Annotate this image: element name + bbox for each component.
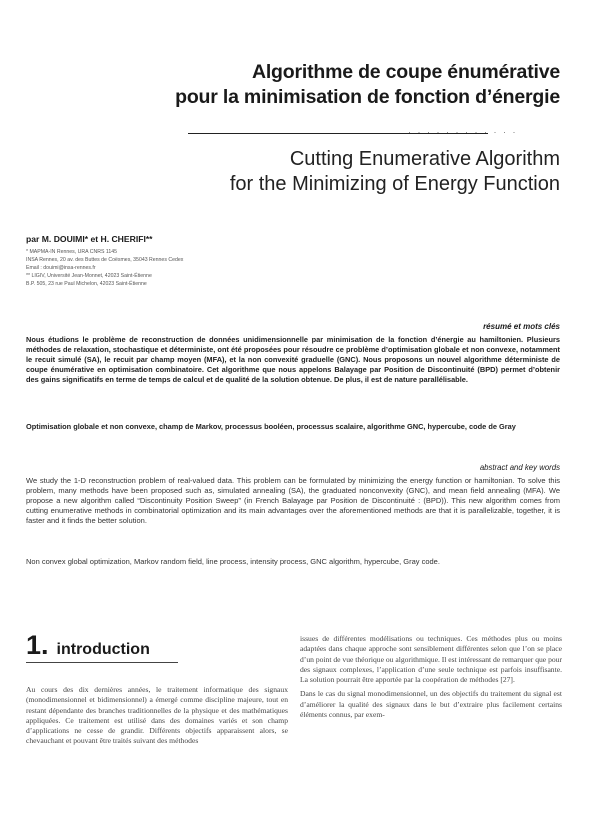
- resume-label: résumé et mots clés: [483, 322, 560, 331]
- title-french-line2: pour la minimisation de fonction d’énergie: [175, 86, 560, 108]
- abstract-text: We study the 1-D reconstruction problem of real-valued data. This problem can be formulated by minimizing the energy function or hamiltonian. To solve this problem, many methods have been proposed such as, simulated annealing (SA), the graduated nonconvexity (GNC), and mean field annealing (MFA). We propose a new algorithm called “Discontinuity Position Sweep” (in French Balayage par Position de Discontinuité : (BPD)). This new algorithm comes from cutting enumerative methods in combinatorial optimization and its main advantages over the aforementioned methods are that it is parallelizable, together, it is faster and it finds the better solution.: [26, 476, 560, 525]
- title-english-line1: Cutting Enumerative Algorithm: [289, 148, 560, 170]
- resume-text: Nous étudions le problème de reconstruction de données unidimensionnelle par minimisation de la fonction d’énergie au hamiltonien. Plusieurs méthodes de relaxation, stochastique et déterministe, ont été proposées pour résoudre ce problème d’optimisation globale et non convexe, notamment le recuit simulé (SA), le recuit par champ moyen (MFA), et la non convexité graduelle (GNC). Nous proposons un nouvel algorithme déterministe de coupe énumérative en optimisation combinatoire. Cet algorithme que nous appelons Balayage par Position de Discontinuité (BPD) permet d’obtenir des gains significatifs en terme de temps de calcul et de qualité de la solution obtenue. De plus, il est de nature parallélisable.: [26, 335, 560, 384]
- key-words: Non convex global optimization, Markov random field, line process, intensity process, GNC algorithm, hypercube, Gray code.: [26, 557, 440, 566]
- title-french: [40, 60, 560, 110]
- title-divider-dots: · · · · · · · · · · · ·: [408, 127, 518, 137]
- body-column-left: [26, 685, 288, 751]
- abstract-label: abstract and key words: [479, 463, 560, 472]
- affiliation-line: * MAPMA-IN Rennes, URA CNRS 1145: [26, 249, 118, 255]
- body-paragraph: Dans le cas du signal monodimensionnel, un des objectifs du traitement du signal est d’améliorer la qualité des signaux dans le but d’extraire plus facilement certains éléments connus, par exem-: [300, 689, 562, 720]
- body-paragraph: issues de différentes modélisations ou techniques. Ces méthodes plus ou moins adaptées dans chaque approche sont sensiblement différentes selon que l’on se place d’un point de vue théorique ou algorithmique. Il est intéressant de remarquer que pour des signaux complexes, l’application d’une seule technique est parfois insuffisante. La solution pourrait être apportée par la coopération de méthodes [27].: [300, 634, 562, 685]
- introduction-heading: [26, 630, 150, 664]
- section-title: introduction: [56, 641, 150, 658]
- affiliations: [26, 248, 183, 288]
- affiliation-line: B.P. 505, 23 rue Paul Michelon, 42023 Saint-Étienne: [26, 281, 147, 287]
- affiliation-line: ** LIGIV, Université Jean-Monnet, 42023 Saint-Étienne: [26, 273, 152, 279]
- section-underline: [26, 662, 178, 663]
- affiliation-line: INSA Rennes, 20 av. des Buttes de Coësmes, 35043 Rennes Cedex: [26, 257, 184, 263]
- title-english-line2: for the Minimizing of Energy Function: [229, 173, 560, 195]
- body-paragraph: Au cours des dix dernières années, le traitement informatique des signaux (monodimensionnel et bidimensionnel) a émergé comme discipline majeure, tout en restant dépendante des branches traditionnelles de la physique et des mathématiques appliquées. Ce traitement est utilisé dans des domaines variés et son champ d’applications ne cesse de grandir. Différents objectifs apparaissent alors, se chevauchant et pouvant être traités suivant des méthodes: [26, 685, 288, 746]
- body-column-right: [300, 634, 562, 724]
- authors: par M. DOUIMI* et H. CHERIFI**: [26, 234, 153, 244]
- section-number: 1.: [26, 630, 49, 660]
- affiliation-line: Email : douimi@insa-rennes.fr: [26, 265, 96, 271]
- title-french-line1: Algorithme de coupe énumérative: [251, 61, 560, 83]
- mots-cles: Optimisation globale et non convexe, champ de Markov, processus booléen, processus scalaire, algorithme GNC, hypercube, code de Gray: [26, 422, 516, 431]
- title-english: [40, 147, 560, 197]
